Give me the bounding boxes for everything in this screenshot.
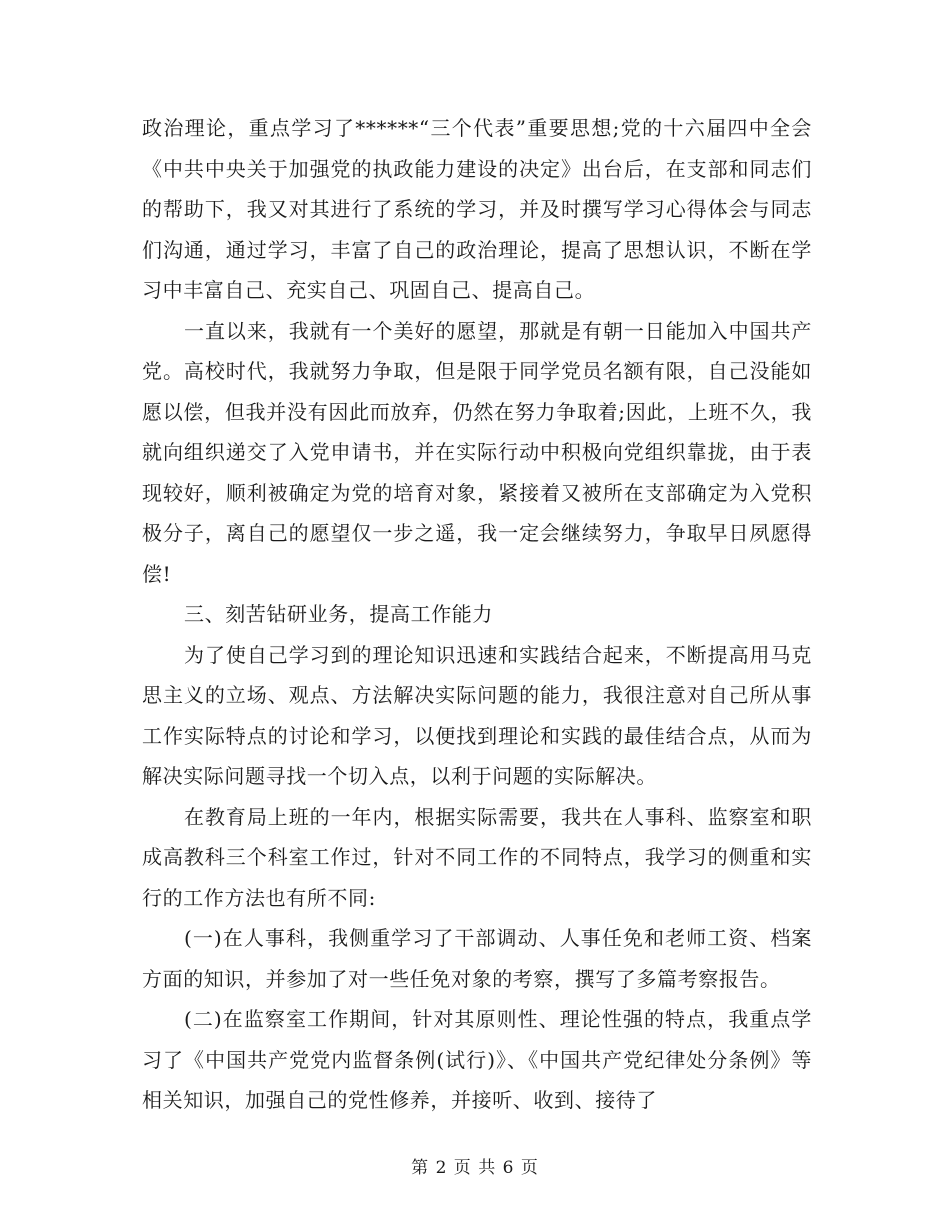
paragraph-supervision-office: (二)在监察室工作期间，针对其原则性、理论性强的特点，我重点学习了《中国共产党党内监督条例(试行)》、《中国共产党纪律处分条例》等相关知识，加强自己的党性修养，并接听、收到、接待了 — [142, 1007, 812, 1112]
paragraph-political-theory: 政治理论，重点学习了******“三个代表”重要思想;党的十六届四中全会《中共中央关于加强党的执政能力建设的决定》出台后，在支部和同志们的帮助下，我又对其进行了系统的学习，并及时撰写学习心得体会与同志们沟通，通过学习，丰富了自己的政治理论，提高了思想认识，不断在学习中丰富自己、充实自己、巩固自己、提高自己。 — [142, 116, 812, 302]
section-heading-work-ability: 三、刻苦钻研业务，提高工作能力 — [184, 602, 493, 626]
document-body — [142, 108, 812, 1121]
paragraph-personnel-section: (一)在人事科，我侧重学习了干部调动、人事任免和老师工资、档案方面的知识，并参加了对一些任免对象的考察，撰写了多篇考察报告。 — [142, 926, 812, 991]
page-number-footer: 第 2 页 共 6 页 — [411, 1158, 539, 1178]
paragraph-theory-practice: 为了使自己学习到的理论知识迅速和实践结合起来，不断提高用马克思主义的立场、观点、方法解决实际问题的能力，我很注意对自己所从事工作实际特点的讨论和学习，以便找到理论和实践的最佳结合点，从而为解决实际问题寻找一个切入点，以利于问题的实际解决。 — [142, 642, 812, 788]
paragraph-education-bureau: 在教育局上班的一年内，根据实际需要，我共在人事科、监察室和职成高教科三个科室工作过，针对不同工作的不同特点，我学习的侧重和实行的工作方法也有所不同: — [142, 804, 812, 910]
paragraph-party-aspiration: 一直以来，我就有一个美好的愿望，那就是有朝一日能加入中国共产党。高校时代，我就努力争取，但是限于同学党员名额有限，自己没能如愿以偿，但我并没有因此而放弃，仍然在努力争取着;因此，上班不久，我就向组织递交了入党申请书，并在实际行动中积极向党组织靠拢，由于表现较好，顺利被确定为党的培育对象，紧接着又被所在支部确定为入党积极分子，离自己的愿望仅一步之遥，我一定会继续努力，争取早日夙愿得偿! — [142, 318, 812, 586]
